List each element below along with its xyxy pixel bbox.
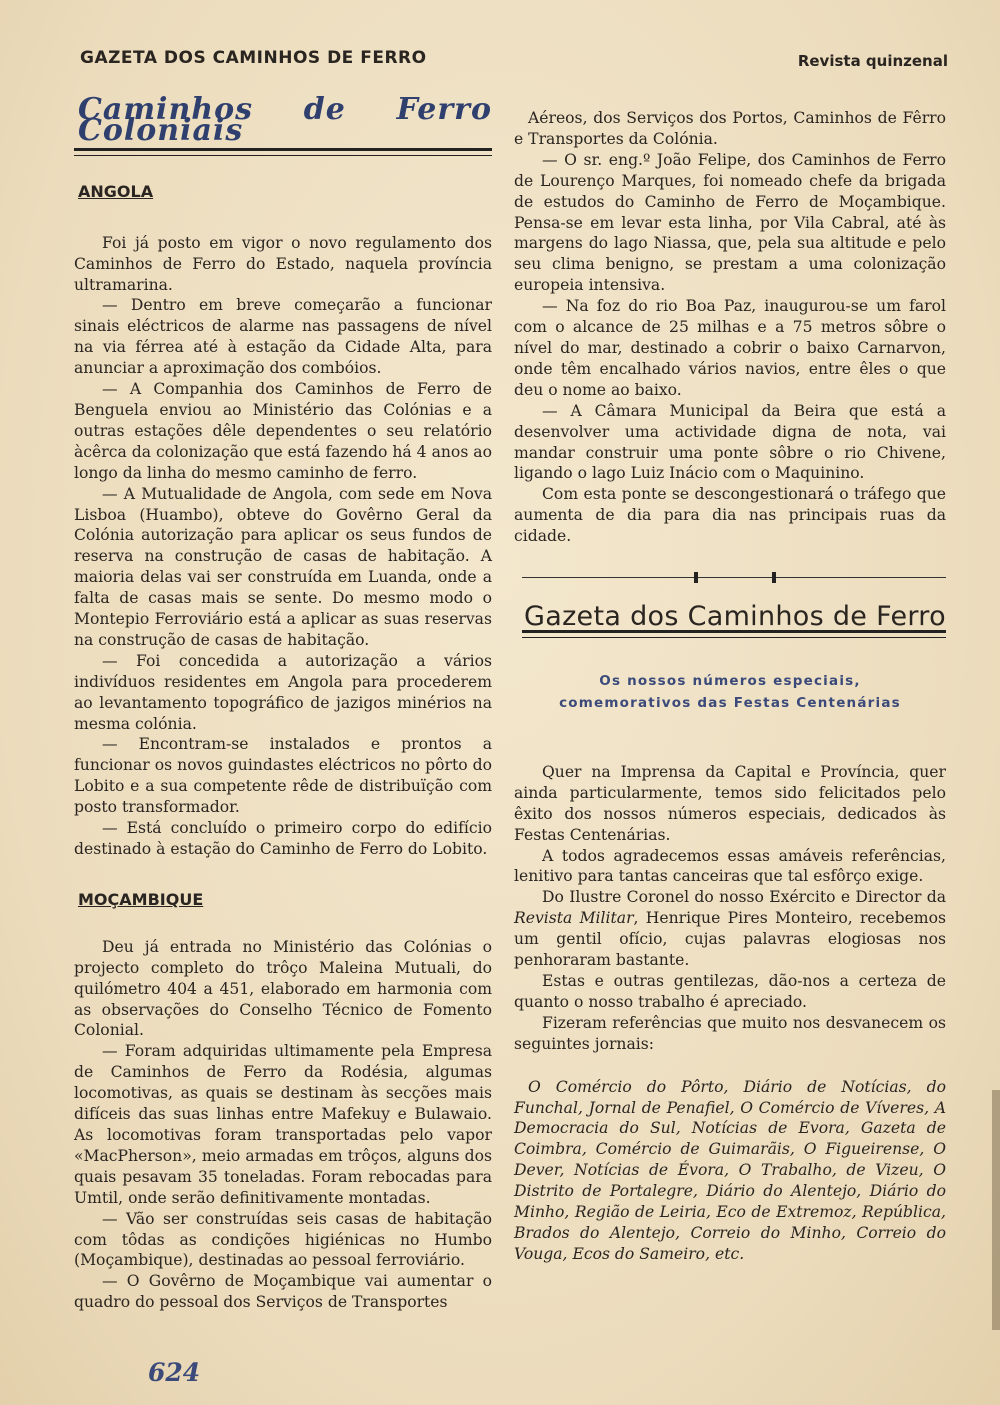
divider-line [522,577,946,578]
coronel-text-after: , Henrique Pires Monteiro, recebemos um gentil ofício, cujas palavras elogiosas nos penhoraram bastante. [514,909,946,970]
mocambique-paragraph: — A Câmara Municipal da Beira que está a desenvolver uma actividade digna de nota, vai mandar construir uma ponte sôbre o rio Chivene, ligando o lago Luiz Inácio com o Maquinino. [514,401,946,483]
angola-paragraph: — Dentro em breve começarão a funcionar sinais eléctricos de alarme nas passagens de nível na via férrea até à estação da Cidade Alta, para anunciar a aproximação dos combóios. [74,296,492,378]
mocambique-paragraph: — O Govêrno de Moçambique vai aumentar o quadro do pessoal dos Serviços de Transportes [74,1272,492,1312]
page-number: 624 [148,1358,201,1387]
angola-paragraph: — A Mutualidade de Angola, com sede em Nova Lisboa (Huambo), obteve do Govêrno Geral da Colónia autorização para aplicar os seus fundos de reserva na construção de casas de habitação. A maioria delas vai ser construída em Luanda, onde a falta de casas mais se sente. Do mesmo modo o Montepio Ferroviário está a aplicar as suas reservas na construção de casas de habitação. [74,484,492,649]
gazeta-subtitle-line: Os nossos números especiais, [599,672,861,689]
gazeta-paragraph [514,887,946,971]
left-column [74,92,492,1313]
gazeta-paragraph: Quer na Imprensa da Capital e Província, quer ainda particularmente, temos sido felicitados pelo êxito dos nossos números especiais, dedicados às Festas Centenárias. [514,762,946,844]
mocambique-paragraph: Deu já entrada no Ministério das Colónias o projecto completo do trôço Maleina Mutuali, do quilómetro 404 a 451, elaborado em harmonia com as observações do Conselho Técnico de Fomento Colonial. [74,937,492,1040]
section-title: Caminhos de Ferro Coloniais [78,92,492,148]
angola-paragraph: — Foi concedida a autorização a vários indivíduos residentes em Angola para procederem ao levantamento topográfico de jazigos minérios na mesma colónia. [74,651,492,733]
section-title-rule [74,148,492,156]
angola-heading: ANGOLA [78,181,154,201]
angola-paragraph: — Encontram-se instalados e prontos a funcionar os novos guindastes eléctricos no pôrto do Lobito e a sua competente rêde de distribuïção com posto transformador. [74,735,492,817]
angola-paragraph: — Está concluído o primeiro corpo do edifício destinado à estação do Caminho de Ferro do Lobito. [74,819,492,858]
continuation-paragraph: Aéreos, dos Serviços dos Portos, Caminhos de Fêrro e Transportes da Colónia. [514,109,946,148]
divider-marker [772,572,776,583]
revista-militar-title: Revista Militar [514,909,634,928]
page-edge-shadow [992,1090,1000,1330]
mocambique-paragraph: — Foram adquiridas ultimamente pela Empresa de Caminhos de Ferro da Rodésia, algumas locomotivas, as quais se destinam às secções mais difíceis das suas linhas entre Mafekuy e Bulawaio. As locomotivas foram transportadas pelo vapor «MacPherson», meio armadas em trôços, alguns dos quais pesavam 35 toneladas. Foram rebocadas para Umtil, onde serão definitivamente montadas. [74,1042,492,1207]
mocambique-paragraph: Com esta ponte se descongestionará o tráfego que aumenta de dia para dia nas principais ruas da cidade. [514,485,946,546]
gazeta-subtitle-line: comemorativos das Festas Centenárias [559,694,901,711]
angola-paragraph: — A Companhia dos Caminhos de Ferro de Benguela enviou ao Ministério das Colónias e a outras estações dêle dependentes o seu relatório àcêrca da colonização que está fazendo há 4 anos ao longo da linha do mesmo caminho de ferro. [74,380,492,482]
mocambique-heading: MOÇAMBIQUE [78,889,204,909]
angola-section [74,233,492,860]
section-divider [522,571,946,585]
gazeta-paragraph: Estas e outras gentilezas, dão-nos a certeza de quanto o nosso trabalho é apreciado. [514,972,946,1011]
running-header-title: GAZETA DOS CAMINHOS DE FERRO [80,48,427,68]
gazeta-subtitle [514,670,946,714]
divider-marker [694,572,698,583]
gazeta-paragraph: A todos agradecemos essas amáveis referências, lenitivo para tantas canceiras que tal esfôrço exige. [514,846,946,886]
gazeta-title: Gazeta dos Caminhos de Ferro [524,601,946,633]
mocambique-paragraph: — Na foz do rio Boa Paz, inaugurou-se um farol com o alcance de 25 milhas e a 75 metros sôbre o nível do mar, destinado a cobrir o baixo Carnarvon, onde têm encalhado vários navios, entre êles o que deu o nome ao baixo. [514,297,946,399]
mocambique-section [74,937,492,1313]
gazeta-body [514,762,946,1265]
gazeta-paragraph: Fizeram referências que muito nos desvanecem os seguintes jornais: [514,1013,946,1053]
angola-paragraph: Foi já posto em vigor o novo regulamento dos Caminhos de Ferro do Estado, naquela província ultramarina. [74,233,492,294]
mocambique-paragraph: — O sr. eng.º João Felipe, dos Caminhos de Ferro de Lourenço Marques, foi nomeado chefe da brigada de estudos do Caminho de Ferro de Moçambique. Pensa-se em levar esta linha, por Vila Cabral, até às margens do lago Niassa, que, pela sua altitude e pelo seu clima benigno, se prestam a uma colonização europeia intensiva. [514,150,946,295]
journals-list: O Comércio do Pôrto, Diário de Notícias, do Funchal, Jornal de Penafiel, O Comércio de Víveres, A Democracia do Sul, Notícias de Evora, Gazeta de Coimbra, Comércio de Guimarãis, O Figueirense, O Dever, Notícias de Évora, O Trabalho, de Vizeu, O Distrito de Portalegre, Diário do Alentejo, Diário do Minho, Região de Leiria, Eco de Extremoz, República, Brados do Alentejo, Correio do Minho, Correio do Vouga, Ecos do Sameiro, etc. [514,1077,946,1263]
coronel-text-before: Do Ilustre Coronel do nosso Exército e Director da [542,888,946,907]
right-column [514,108,946,1265]
running-header-periodicity: Revista quinzenal [797,52,948,70]
mocambique-paragraph: — Vão ser construídas seis casas de habitação com tôdas as condições higiénicas no Humbo (Moçambique), destinadas ao pessoal ferroviário. [74,1209,492,1270]
